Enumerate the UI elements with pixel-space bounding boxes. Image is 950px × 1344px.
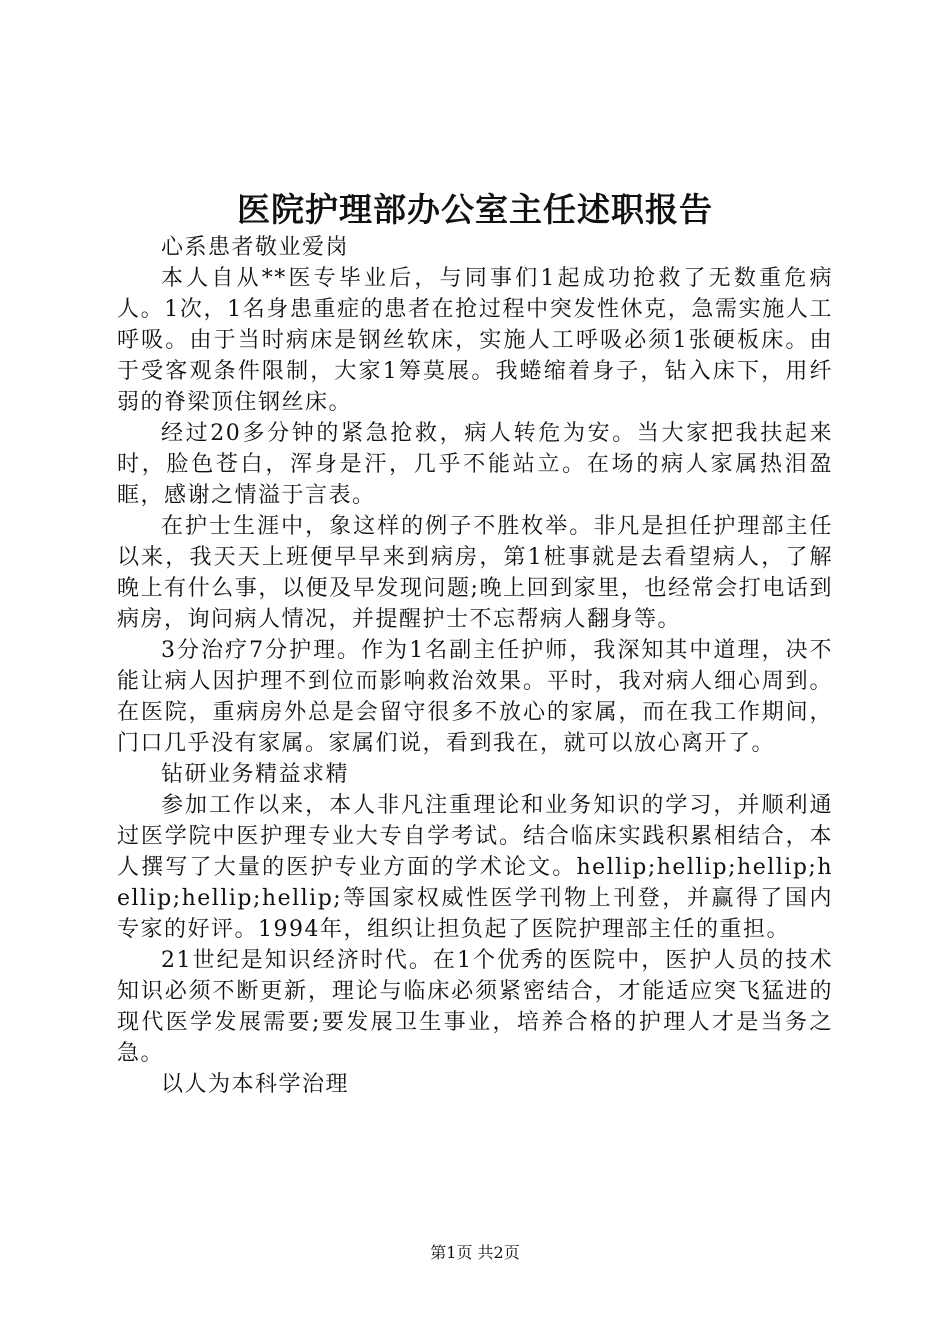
- body-paragraph: 参加工作以来，本人非凡注重理论和业务知识的学习，并顺利通过医学院中医护理专业大专自学考试。结合临床实践积累相结合，本人撰写了大量的医护专业方面的学术论文。hellip;hellip;hellip;hellip;hellip;hellip;等国家权威性医学刊物上刊登，并赢得了国内专家的好评。1994年，组织让担负起了医院护理部主任的重担。: [117, 793, 833, 942]
- page-number-footer: 第1页 共2页: [430, 1243, 520, 1262]
- body-paragraph: 在护士生涯中，象这样的例子不胜枚举。非凡是担任护理部主任以来，我天天上班便早早来到病房，第1桩事就是去看望病人，了解晚上有什么事，以便及早发现问题;晚上回到家里，也经常会打电话到病房，询问病人情况，并提醒护士不忘帮病人翻身等。: [117, 514, 833, 632]
- body-paragraph: 3分治疗7分护理。作为1名副主任护师，我深知其中道理，决不能让病人因护理不到位而影响救治效果。平时，我对病人细心周到。在医院，重病房外总是会留守很多不放心的家属，而在我工作期间，门口几乎没有家属。家属们说，看到我在，就可以放心离开了。: [117, 638, 833, 756]
- section-heading: 心系患者敬业爱岗: [161, 235, 350, 260]
- body-paragraph: 本人自从**医专毕业后，与同事们1起成功抢救了无数重危病人。1次，1名身患重症的患者在抢过程中突发性休克，急需实施人工呼吸。由于当时病床是钢丝软床，实施人工呼吸必须1张硬板床。由于受客观条件限制，大家1筹莫展。我蜷缩着身子，钻入床下，用纤弱的脊梁顶住钢丝床。: [117, 266, 833, 415]
- body-paragraph: 经过20多分钟的紧急抢救，病人转危为安。当大家把我扶起来时，脸色苍白，浑身是汗，几乎不能站立。在场的病人家属热泪盈眶，感谢之情溢于言表。: [117, 421, 833, 508]
- section-heading: 以人为本科学治理: [161, 1072, 350, 1097]
- section-heading: 钻研业务精益求精: [161, 762, 350, 787]
- document-body: [117, 232, 833, 1100]
- body-paragraph: 21世纪是知识经济时代。在1个优秀的医院中，医护人员的技术知识必须不断更新，理论与临床必须紧密结合，才能适应突飞猛进的现代医学发展需要;要发展卫生事业，培养合格的护理人才是当务之急。: [117, 948, 833, 1066]
- document-title: 医院护理部办公室主任述职报告: [237, 190, 713, 229]
